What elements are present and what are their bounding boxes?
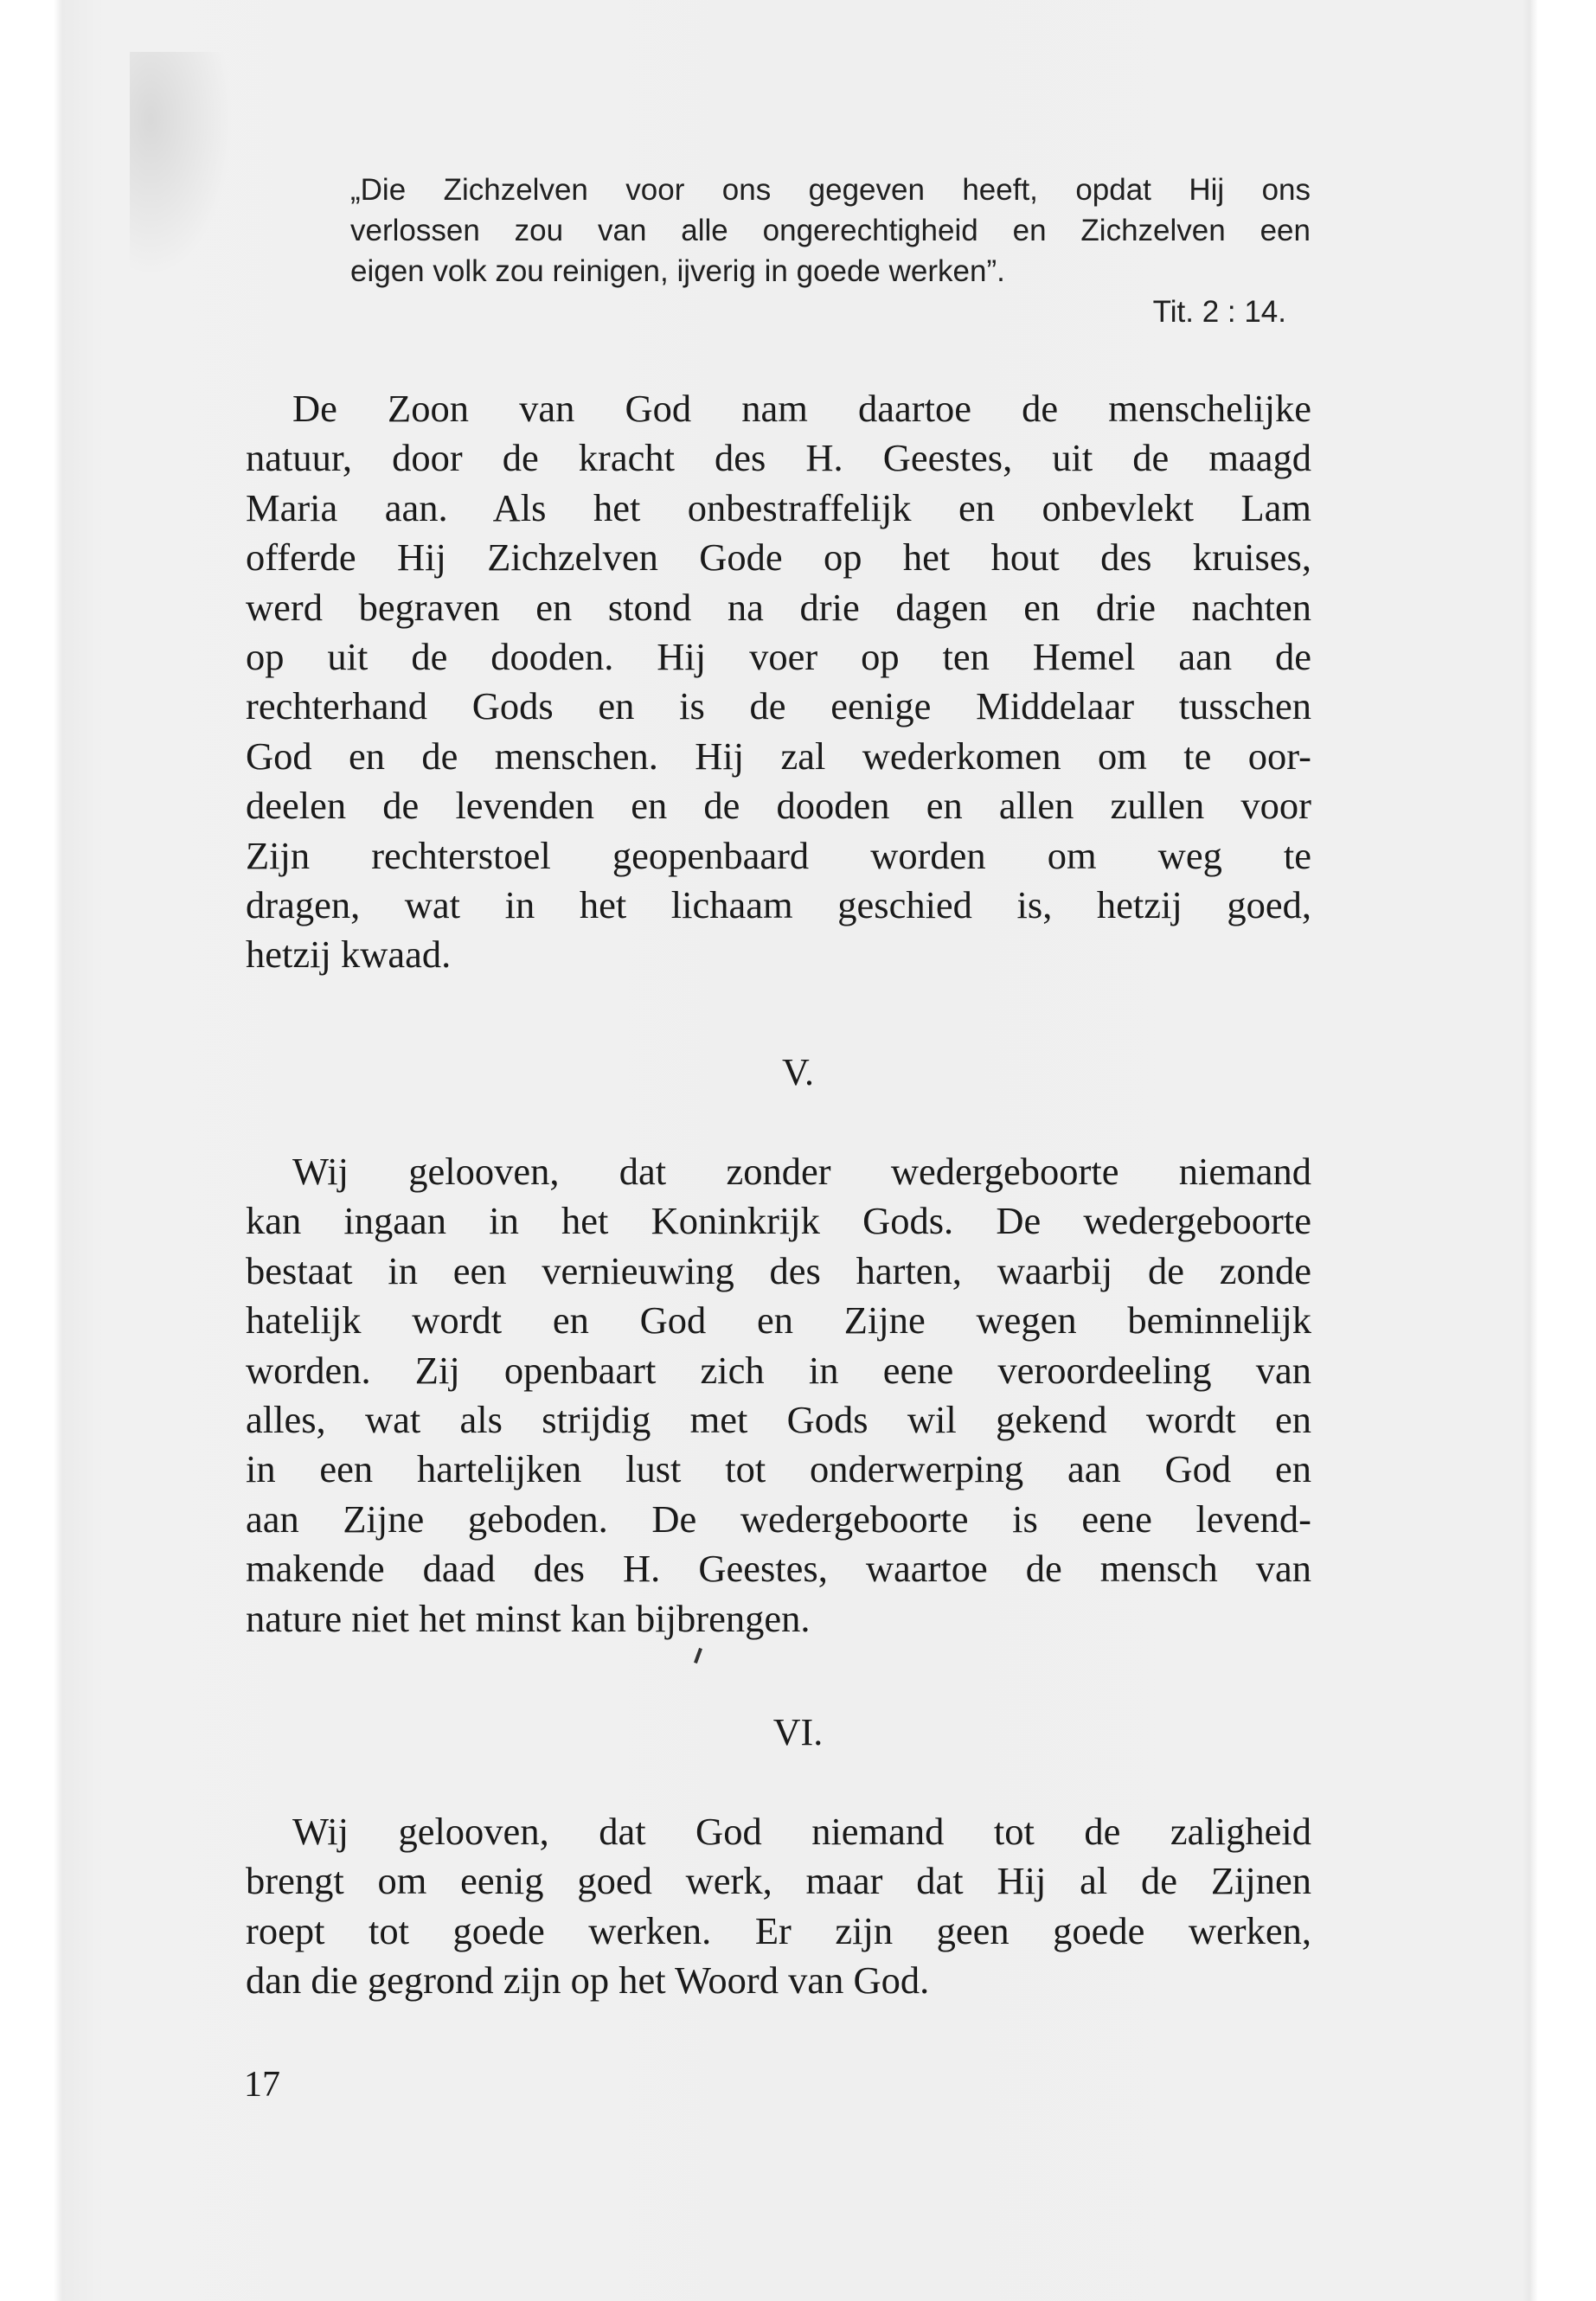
text-line: Zijn rechterstoel geopenbaard worden om weg te	[246, 833, 1311, 877]
text-line: dragen, wat in het lichaam geschied is, hetzij goed,	[246, 883, 1311, 927]
text-line: nature niet het minst kan bijbrengen.	[246, 1596, 811, 1640]
paragraph-son-of-god	[246, 384, 1311, 980]
text-line: hetzij kwaad.	[246, 933, 452, 977]
text-line: roept tot goede werken. Er zijn geen goede werken,	[246, 1908, 1311, 1952]
text-line: dan die gegrond zijn op het Woord van God.	[246, 1958, 930, 2003]
text-line: brengt om eenig goed werk, maar dat Hij al de Zijnen	[246, 1859, 1311, 1903]
text-line: offerde Hij Zichzelven Gode op het hout des kruises,	[246, 535, 1311, 580]
text-line: werd begraven en stond na drie dagen en drie nachten	[246, 585, 1311, 629]
stray-mark	[694, 1648, 702, 1663]
text-line: in een hartelijken lust tot onderwerping aan God en	[246, 1447, 1311, 1491]
epigraph-reference: Tit. 2 : 14.	[1152, 295, 1286, 329]
text-line: Wij gelooven, dat God niemand tot de zaligheid	[292, 1810, 1311, 1853]
text-line: deelen de levenden en de dooden en allen zullen voor	[246, 784, 1311, 828]
epigraph-quote	[350, 170, 1311, 332]
text-line: op uit de dooden. Hij voer op ten Hemel aan de	[246, 635, 1311, 679]
text-line: aan Zijne geboden. De wedergeboorte is eene levend-	[246, 1497, 1311, 1541]
text-line: kan ingaan in het Koninkrijk Gods. De wedergeboorte	[246, 1199, 1311, 1243]
text-line: rechterhand Gods en is de eenige Middelaar tusschen	[246, 684, 1311, 728]
text-line: De Zoon van God nam daartoe de menschelijke	[292, 387, 1311, 430]
text-line: makende daad des H. Geestes, waartoe de mensch van	[246, 1547, 1311, 1591]
paragraph-section-v	[246, 1147, 1311, 1644]
text-line: God en de menschen. Hij zal wederkomen om te oor-	[246, 734, 1311, 778]
text-line: natuur, door de kracht des H. Geestes, uit de maagd	[246, 436, 1311, 480]
paper-shadow	[130, 52, 234, 277]
text-line: bestaat in een vernieuwing des harten, waarbij de zonde	[246, 1248, 1311, 1292]
epigraph-line: „Die Zichzelven voor ons gegeven heeft, opdat Hij ons	[350, 173, 1311, 207]
paragraph-section-vi	[246, 1807, 1311, 2006]
epigraph-line: eigen volk zou reinigen, ijverig in goede werken”.	[350, 254, 1005, 288]
text-line: Maria aan. Als het onbestraffelijk en onbevlekt Lam	[246, 485, 1311, 529]
text-line: worden. Zij openbaart zich in eene veroordeeling van	[246, 1348, 1311, 1392]
section-heading-vi: VI.	[772, 1711, 824, 1753]
section-heading-v: V.	[781, 1051, 815, 1093]
text-line: alles, wat als strijdig met Gods wil gekend wordt en	[246, 1398, 1311, 1442]
text-line: hatelijk wordt en God en Zijne wegen beminnelijk	[246, 1298, 1311, 1343]
text-line: Wij gelooven, dat zonder wedergeboorte niemand	[292, 1150, 1311, 1193]
epigraph-line: verlossen zou van alle ongerechtigheid en Zichzelven een	[350, 214, 1311, 247]
page-number: 17	[244, 2065, 280, 2105]
